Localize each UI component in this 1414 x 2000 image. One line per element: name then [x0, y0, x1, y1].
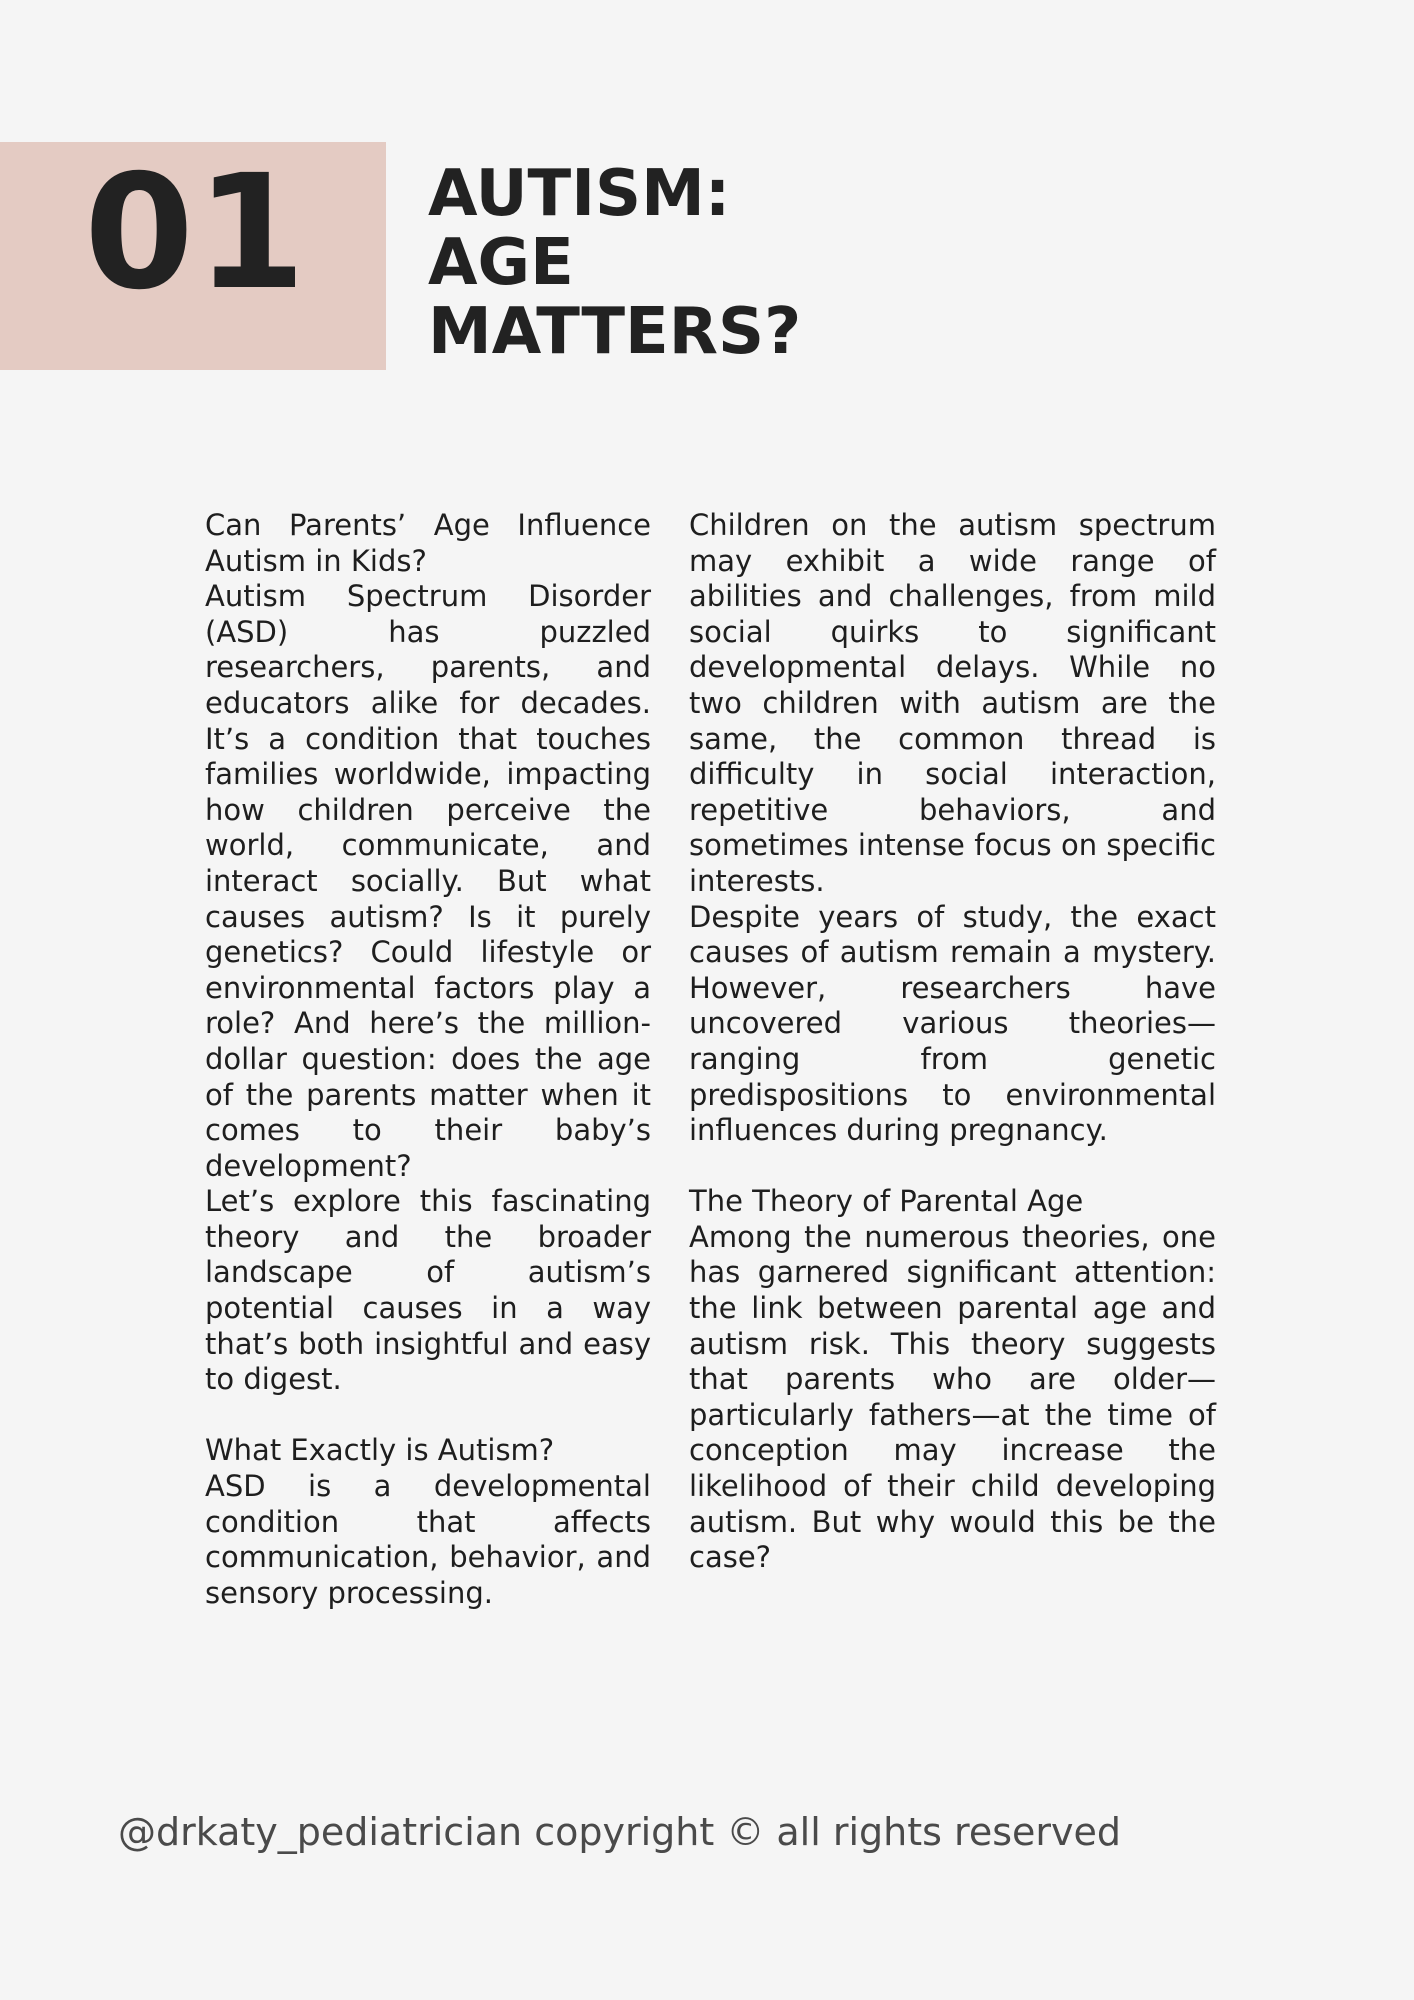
title-line-2: AGE: [428, 226, 574, 300]
title-line-1: AUTISM:: [428, 157, 731, 231]
right-column: [689, 508, 1216, 1576]
chapter-number: 01: [84, 141, 308, 325]
body-paragraph: Autism Spectrum Disorder (ASD) has puzzled researchers, parents, and educators alike for decades. It’s a condition that touches families worldwide, impacting how children perceive the world, communicate, and interact socially. But what causes autism? Is it purely genetics? Could lifestyle or environmental factors play a role? And here’s the million-dollar question: does the age of the parents matter when it comes to their baby’s development?: [205, 579, 651, 1183]
section-heading: The Theory of Parental Age: [689, 1184, 1084, 1219]
left-column: [205, 508, 651, 1611]
section-heading: What Exactly is Autism?: [205, 1433, 555, 1468]
section-heading: Can Parents’ Age Influence Autism in Kids?: [205, 508, 651, 578]
body-paragraph: Children on the autism spectrum may exhibit a wide range of abilities and challenges, from mild social quirks to significant developmental delays. While no two children with autism are the same, the common thread is difficulty in social interaction, repetitive behaviors, and sometimes intense focus on specific interests.: [689, 508, 1216, 898]
body-paragraph: ASD is a developmental condition that affects communication, behavior, and sensory processing.: [205, 1469, 651, 1610]
page-title: [428, 157, 802, 369]
body-paragraph: Among the numerous theories, one has garnered significant attention: the link between parental age and autism risk. This theory suggests that parents who are older—particularly fathers—at the time of conception may increase the likelihood of their child developing autism. But why would this be the case?: [689, 1219, 1216, 1575]
body-paragraph: Despite years of study, the exact causes of autism remain a mystery. However, researchers have uncovered various theories—ranging from genetic predispositions to environmental influences during pregnancy.: [689, 899, 1216, 1148]
body-paragraph: Let’s explore this fascinating theory and the broader landscape of autism’s potential causes in a way that’s both insightful and easy to digest.: [205, 1184, 651, 1397]
title-line-3: MATTERS?: [428, 295, 802, 369]
copyright-footer: @drkaty_pediatrician copyright © all rights reserved: [118, 1810, 1121, 1854]
